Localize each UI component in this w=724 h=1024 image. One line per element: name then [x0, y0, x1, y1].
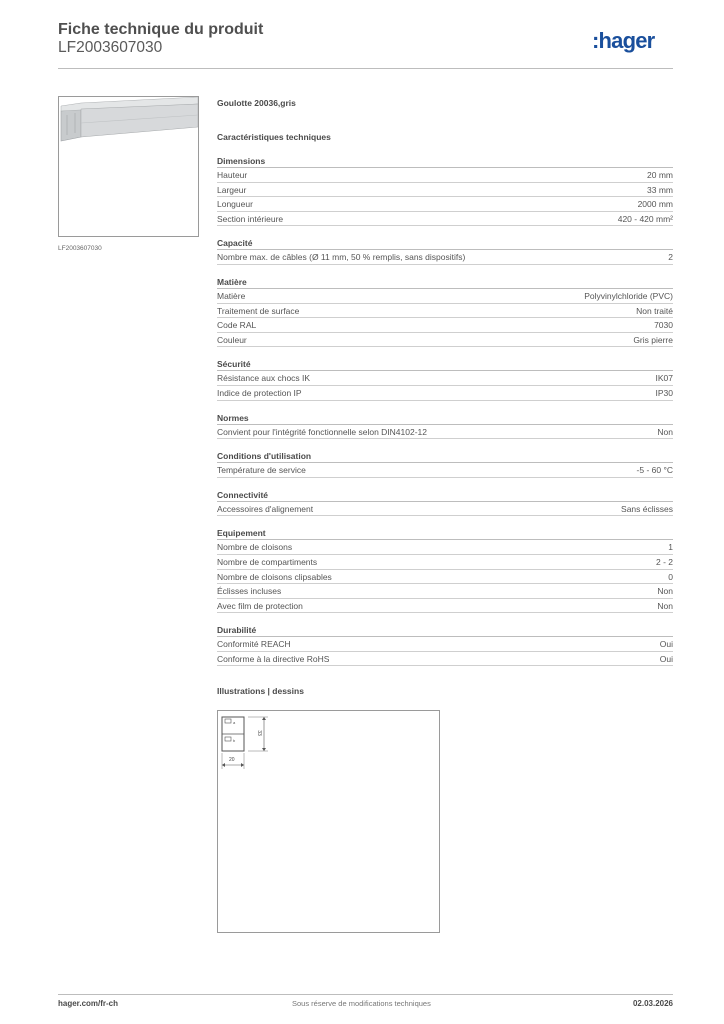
spec-row: [217, 652, 673, 667]
spec-label: Température de service: [217, 465, 306, 476]
spec-row: [217, 212, 673, 227]
specs-heading: Caractéristiques techniques: [217, 132, 331, 142]
cable-duct-image: [59, 97, 198, 236]
section-title: Sécurité: [217, 358, 673, 371]
spec-row: [217, 386, 673, 401]
spec-label: Couleur: [217, 334, 247, 345]
spec-label: Matière: [217, 290, 246, 301]
spec-label: Convient pour l'intégrité fonctionnelle selon DIN4102-12: [217, 426, 428, 437]
spec-label: Nombre de cloisons: [217, 542, 293, 553]
hager-logo: :hager: [592, 28, 655, 53]
spec-label: Longueur: [217, 199, 253, 210]
image-caption: LF2003607030: [58, 245, 102, 252]
spec-value: 2000 mm: [637, 199, 673, 210]
section-title: Connectivité: [217, 489, 673, 502]
section-title: Conditions d'utilisation: [217, 450, 673, 463]
spec-row: [217, 463, 673, 478]
spec-row: [217, 599, 673, 614]
spec-value: 0: [668, 571, 673, 582]
spec-label: Résistance aux chocs IK: [217, 373, 311, 384]
spec-value: 420 - 420 mm²: [617, 213, 673, 224]
spec-row: [217, 289, 673, 304]
spec-section: [217, 358, 673, 400]
dimension-height-label: 33: [255, 730, 262, 736]
spec-label: Nombre de cloisons clipsables: [217, 571, 332, 582]
footer-website-link[interactable]: hager.com/fr-ch: [58, 999, 119, 1008]
spec-label: Indice de protection IP: [217, 387, 302, 398]
spec-row: [217, 183, 673, 198]
spec-label: Code RAL: [217, 320, 257, 331]
spec-value: 1: [668, 542, 673, 553]
spec-section: [217, 450, 673, 478]
spec-value: -5 - 60 °C: [636, 465, 673, 476]
spec-row: [217, 197, 673, 212]
spec-value: Non: [657, 586, 673, 597]
spec-row: [217, 250, 673, 265]
spec-value: IP30: [655, 387, 673, 398]
header-divider: [58, 68, 673, 69]
spec-section: [217, 237, 673, 265]
dimension-width-label: 20: [229, 757, 235, 763]
spec-section: [217, 155, 673, 226]
spec-value: Non: [657, 426, 673, 437]
spec-value: Polyvinylchloride (PVC): [584, 290, 673, 301]
spec-label: Éclisses incluses: [217, 586, 282, 597]
spec-value: 20 mm: [647, 170, 673, 180]
spec-label: Avec film de protection: [217, 600, 303, 611]
product-image: [58, 96, 199, 237]
section-title: Matière: [217, 276, 673, 289]
spec-row: [217, 333, 673, 348]
spec-label: Conformité REACH: [217, 639, 291, 650]
spec-value: 2 - 2: [655, 556, 673, 567]
spec-content: [217, 96, 673, 698]
product-code: LF2003607030: [58, 39, 163, 56]
spec-row: [217, 304, 673, 319]
page-title: Fiche technique du produit: [58, 21, 264, 38]
spec-row: [217, 318, 673, 333]
spec-row: [217, 637, 673, 652]
spec-value: Oui: [659, 653, 673, 664]
spec-value: Non: [657, 600, 673, 611]
spec-row: [217, 168, 673, 183]
section-title: Durabilité: [217, 624, 673, 637]
section-title: Equipement: [217, 527, 673, 540]
product-name: Goulotte 20036,gris: [217, 98, 296, 108]
footer-notice: Sous réserve de modifications techniques: [292, 999, 431, 1008]
spec-label: Conforme à la directive RoHS: [217, 653, 330, 664]
illustrations-heading: Illustrations | dessins: [217, 686, 304, 697]
spec-section: [217, 527, 673, 613]
spec-row: [217, 425, 673, 440]
section-title: Dimensions: [217, 155, 673, 168]
spec-row: [217, 502, 673, 517]
spec-row: [217, 555, 673, 570]
spec-value: Sans éclisses: [621, 503, 673, 514]
spec-section: [217, 489, 673, 517]
spec-section: [217, 412, 673, 440]
svg-text:a: a: [233, 720, 236, 725]
footer-date: 02.03.2026: [632, 999, 673, 1008]
spec-row: [217, 371, 673, 386]
spec-value: IK07: [655, 373, 673, 384]
spec-value: Gris pierre: [633, 334, 673, 345]
spec-value: 2: [668, 252, 673, 263]
spec-label: Largeur: [217, 184, 247, 195]
technical-drawing: [217, 710, 440, 933]
spec-row: [217, 570, 673, 585]
section-title: Normes: [217, 412, 673, 425]
spec-label: Accessoires d'alignement: [217, 503, 314, 514]
spec-value: 7030: [654, 320, 673, 331]
spec-row: [217, 584, 673, 599]
spec-row: [217, 540, 673, 555]
spec-section: [217, 624, 673, 666]
section-title: Capacité: [217, 237, 673, 250]
spec-section: [217, 276, 673, 347]
spec-value: 33 mm: [647, 184, 673, 195]
spec-value: Non traité: [636, 305, 673, 316]
footer-divider: [58, 994, 673, 995]
svg-text:b: b: [233, 738, 236, 743]
cross-section-drawing: [218, 711, 439, 932]
spec-label: Nombre max. de câbles (Ø 11 mm, 50 % remplis, sans dispositifs): [217, 252, 466, 263]
spec-label: Traitement de surface: [217, 305, 300, 316]
spec-label: Nombre de compartiments: [217, 556, 318, 567]
spec-sections: [217, 155, 673, 666]
spec-value: Oui: [659, 639, 673, 650]
spec-label: Section intérieure: [217, 213, 284, 224]
spec-label: Hauteur: [217, 170, 248, 180]
